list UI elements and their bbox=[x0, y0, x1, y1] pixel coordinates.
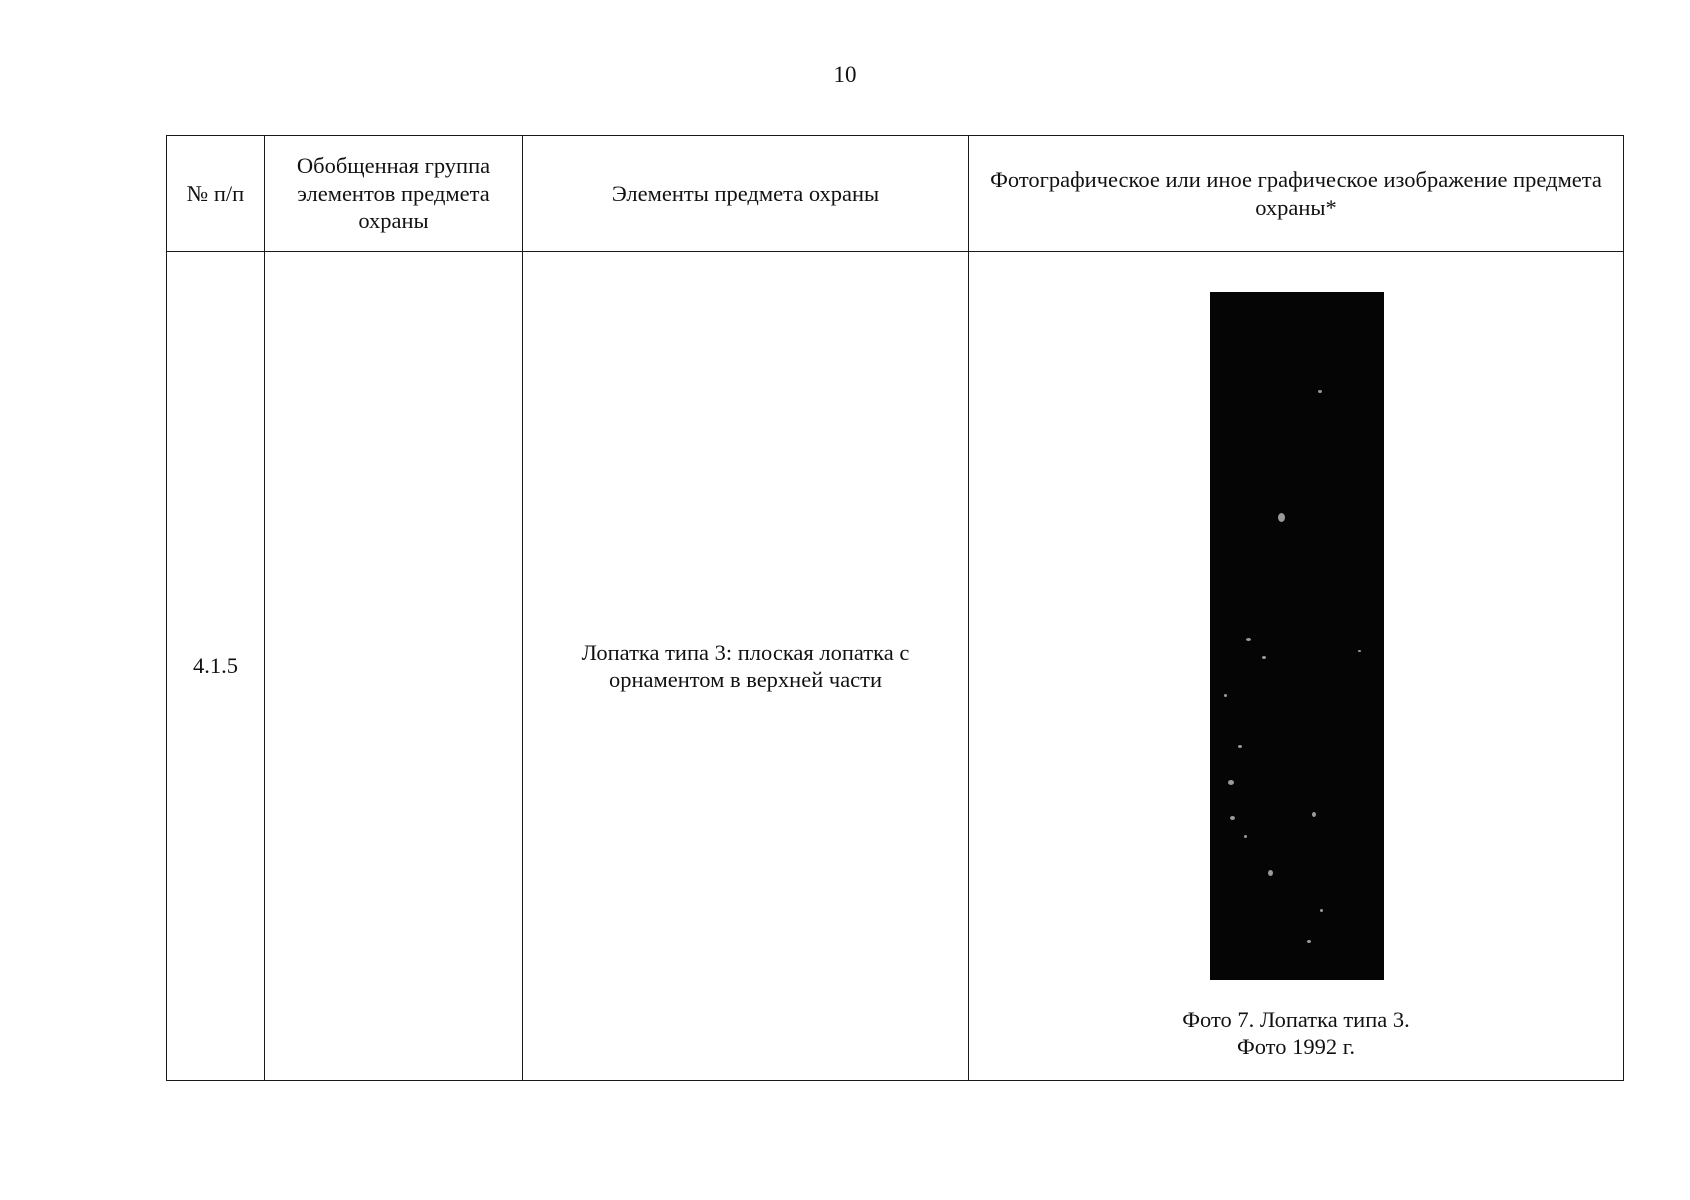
row-photo-cell bbox=[969, 252, 1624, 1081]
page-number: 10 bbox=[833, 62, 857, 87]
photo-image bbox=[1210, 292, 1384, 980]
header-photo: Фотографическое или иное графическое изображение предмета охраны* bbox=[969, 136, 1624, 252]
photo-caption-line-2: Фото 1992 г. bbox=[1236, 1034, 1356, 1060]
table-header-row bbox=[167, 136, 1624, 252]
photo-caption bbox=[969, 1006, 1623, 1061]
table-row bbox=[167, 252, 1624, 1081]
header-group: Обобщенная группа элементов предмета охраны bbox=[265, 136, 523, 252]
header-num: № п/п bbox=[167, 136, 265, 252]
photo-caption-line-1: Фото 7. Лопатка типа 3. bbox=[1182, 1007, 1410, 1032]
row-element: Лопатка типа 3: плоская лопатка с орнаментом в верхней части bbox=[523, 252, 969, 1081]
row-num: 4.1.5 bbox=[167, 252, 265, 1081]
header-elements: Элементы предмета охраны bbox=[523, 136, 969, 252]
protection-table bbox=[166, 135, 1624, 1081]
row-group bbox=[265, 252, 523, 1081]
